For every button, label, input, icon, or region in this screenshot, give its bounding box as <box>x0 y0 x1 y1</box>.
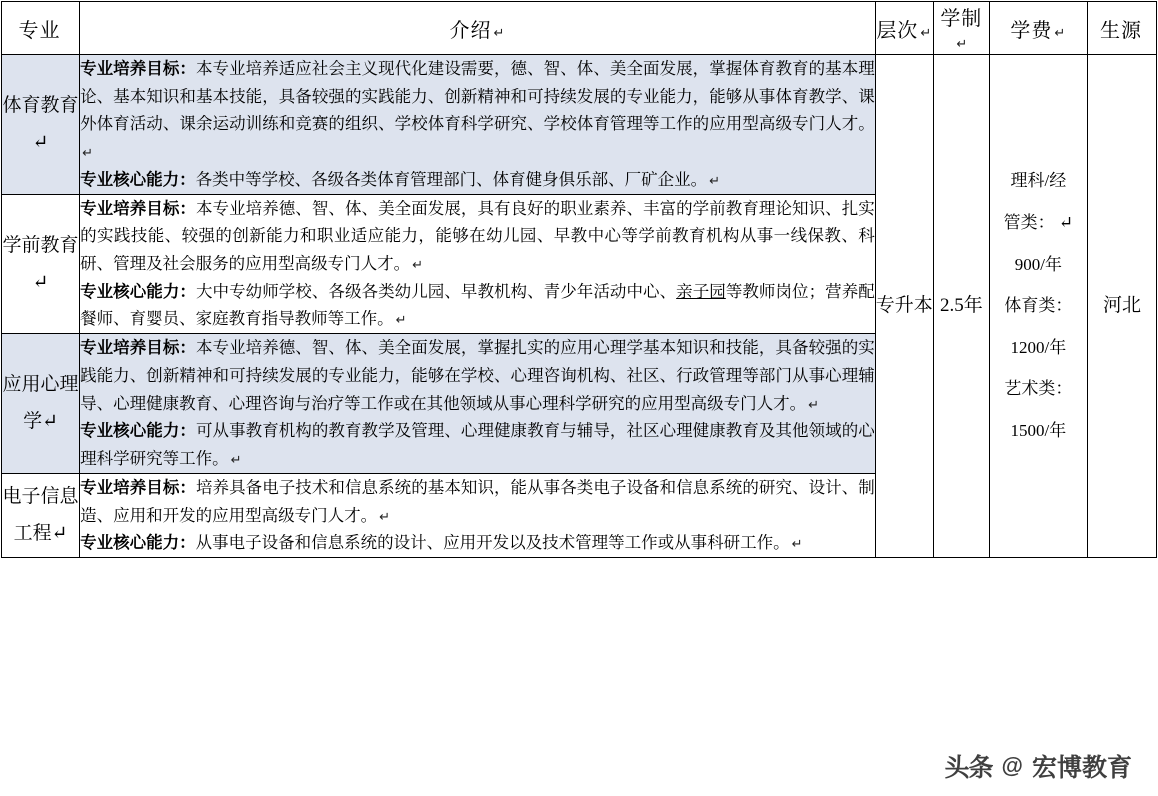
header-level-label: 层次 <box>876 19 919 42</box>
header-intro <box>80 2 876 55</box>
table-header-row <box>2 2 1157 55</box>
intro-lead: 专业核心能力： <box>80 169 196 189</box>
major-intro-cell <box>80 55 876 195</box>
intro-mark: ↵ <box>412 257 423 273</box>
years-cell <box>933 55 989 558</box>
header-fee-label: 学费 <box>1010 19 1053 42</box>
level-label: 专升本 <box>875 295 933 317</box>
major-name-cell <box>2 55 80 195</box>
source-label: 河北 <box>1102 295 1141 317</box>
intro-paragraph <box>80 529 875 557</box>
major-intro-cell <box>80 194 876 334</box>
header-fee <box>989 2 1087 55</box>
intro-paragraph <box>80 474 875 529</box>
intro-text: 本专业培养适应社会主义现代化建设需要，德、智、体、美全面发展，掌握体育教育的基本理论、基本知识和基本技能，具备较强的实践能力、创新精神和可持续发展的专业能力，能够从事体育教学、课外体育活动、课余运动训练和竞赛的组织、学校体育科学研究、学校体育管理等工作的应用型高级专门人才。 <box>80 59 875 134</box>
intro-text: 可从事教育机构的教育教学及管理、心理健康教育与辅导，社区心理健康教育及其他领域的心理科学研究等工作。 <box>80 421 875 469</box>
intro-text: 培养具备电子技术和信息系统的基本知识，能从事各类电子设备和信息系统的研究、设计、制造、应用和开发的应用型高级专门人才。 <box>80 477 875 525</box>
years-label: 2.5年 <box>939 295 983 317</box>
header-source <box>1087 2 1156 55</box>
header-years-label: 学制 <box>940 8 983 30</box>
header-fee-mark: ↵ <box>1054 24 1067 40</box>
fee-line: 管类： ↵ <box>1003 212 1074 232</box>
major-name-cell <box>2 473 80 557</box>
fee-cell <box>989 55 1087 558</box>
fee-line: 1500/年 <box>1010 421 1067 441</box>
intro-paragraph <box>80 55 875 166</box>
intro-lead: 专业培养目标： <box>80 59 196 78</box>
intro-paragraph <box>80 166 875 194</box>
header-intro-label: 介绍 <box>449 19 492 42</box>
fee-line: 体育类： <box>1004 296 1073 316</box>
fee-line: 900/年 <box>1014 254 1062 274</box>
intro-lead: 专业培养目标： <box>80 198 196 218</box>
intro-mark: ↵ <box>82 145 93 161</box>
intro-lead: 专业核心能力： <box>80 421 196 441</box>
intro-lead: 专业核心能力： <box>80 533 196 553</box>
major-name-label: 电子信息工程↵ <box>2 486 79 545</box>
underlined-term: 亲子园 <box>676 281 726 301</box>
header-level-mark: ↵ <box>920 24 933 40</box>
intro-lead: 专业培养目标： <box>80 338 196 358</box>
intro-paragraph <box>80 278 875 333</box>
major-name-label: 学前教育↵ <box>2 234 79 293</box>
header-intro-mark: ↵ <box>493 24 506 40</box>
intro-mark: ↵ <box>791 536 803 552</box>
major-intro-cell <box>80 473 876 557</box>
level-cell <box>875 55 933 558</box>
header-years <box>933 2 989 55</box>
fee-line: 艺术类： <box>1004 379 1073 399</box>
header-years-mark: ↵ <box>956 36 969 51</box>
header-level <box>875 2 933 55</box>
intro-paragraph <box>80 195 875 278</box>
document-page <box>0 1 1158 796</box>
header-major <box>2 2 80 55</box>
header-source-mark <box>1142 25 1144 40</box>
intro-text: 大中专幼师学校、各级各类幼儿园、早教机构、青少年活动中心、亲子园等教师岗位；营养配餐师、育婴员、家庭教育指导教师等工作。 <box>80 281 875 329</box>
fee-line: 理科/经 <box>1010 171 1067 191</box>
intro-mark: ↵ <box>709 172 720 188</box>
intro-lead: 专业培养目标： <box>80 477 196 497</box>
intro-text: 本专业培养德、智、体、美全面发展，具有良好的职业素养、丰富的学前教育理论知识、扎实的实践技能、较强的创新能力和职业适应能力，能够在幼儿园、早教中心等学前教育机构从事一线保教、科研、管理及社会服务的应用型高级专门人才。 <box>80 198 875 274</box>
intro-mark: ↵ <box>395 312 407 328</box>
intro-mark: ↵ <box>230 452 242 468</box>
watermark-text: 宏博教育 <box>1031 754 1132 782</box>
watermark-logo: 头条 <box>944 754 993 782</box>
intro-paragraph <box>80 334 875 417</box>
intro-mark: ↵ <box>808 396 819 412</box>
header-source-label: 生源 <box>1099 19 1142 42</box>
major-name-cell <box>2 334 80 474</box>
fee-line: 1200/年 <box>1010 337 1067 357</box>
intro-lead: 专业核心能力： <box>80 281 196 301</box>
source-cell <box>1087 55 1156 558</box>
table-row <box>2 55 1157 195</box>
watermark-at-icon: @ <box>1001 753 1023 778</box>
major-name-cell <box>2 194 80 334</box>
intro-text: 从事电子设备和信息系统的设计、应用开发以及技术管理等工作或从事科研工作。 <box>195 533 790 553</box>
intro-text: 本专业培养德、智、体、美全面发展，掌握扎实的应用心理学基本知识和技能，具备较强的实践能力、创新精神和可持续发展的专业能力，能够在学校、心理咨询机构、社区、行政管理等部门从事心理辅导、心理健康教育、心理咨询与治疗等工作或在其他领域从事心理科学研究的应用型高级专门人才。 <box>80 338 875 413</box>
header-major-label: 专业 <box>18 19 61 42</box>
intro-paragraph <box>80 417 875 472</box>
intro-mark: ↵ <box>379 508 390 524</box>
intro-text: 各类中等学校、各级各类体育管理部门、体育健身俱乐部、厂矿企业。 <box>195 169 708 189</box>
major-name-label: 体育教育↵ <box>2 95 79 154</box>
watermark <box>945 748 1132 784</box>
major-name-label: 应用心理学↵ <box>2 374 79 433</box>
header-major-mark <box>61 25 63 40</box>
major-intro-cell <box>80 334 876 474</box>
majors-table <box>1 1 1157 558</box>
